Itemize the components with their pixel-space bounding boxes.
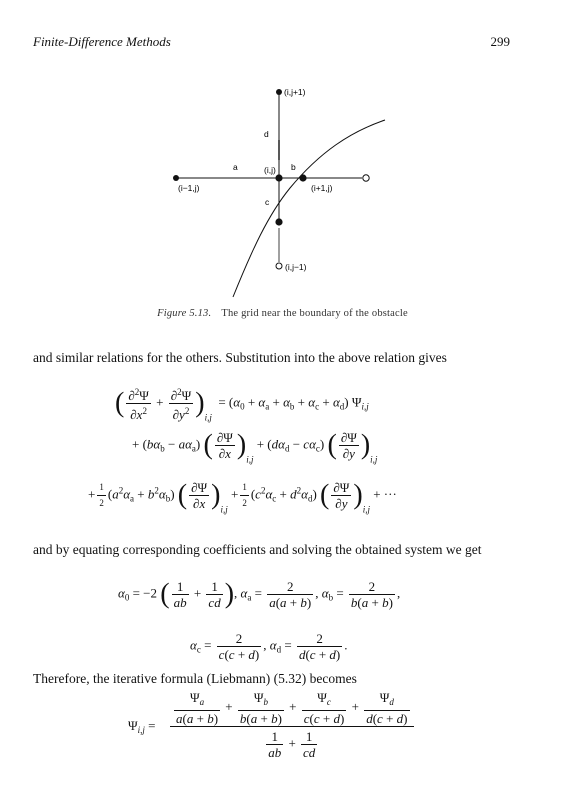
figure-caption: [0, 308, 565, 319]
node-boundary-lower: [275, 218, 282, 225]
label-a: a: [233, 162, 238, 172]
label-c: c: [265, 197, 270, 207]
page-number: 299: [490, 34, 510, 49]
label-d: d: [264, 129, 269, 139]
label-b: b: [291, 162, 296, 172]
figure-caption-text: The grid near the boundary of the obstacle: [221, 308, 408, 319]
paragraph-coefficients: and by equating corresponding coefficients and solving the obtained system we get: [33, 542, 482, 557]
paragraph-liebmann: Therefore, the iterative formula (Liebmann) (5.32) becomes: [33, 671, 357, 686]
node-center: [275, 174, 282, 181]
label-right-node: (i+1,j): [311, 183, 333, 193]
node-boundary-right: [299, 174, 306, 181]
grid-figure: [0, 0, 565, 330]
running-header-title: Finite-Difference Methods: [33, 34, 171, 49]
label-top-node: (i,j+1): [284, 87, 306, 97]
label-bottom-node: (i,j−1): [285, 262, 307, 272]
paragraph-substitution: and similar relations for the others. Substitution into the above relation gives: [33, 350, 447, 365]
node-top: [276, 89, 282, 95]
label-center-node: (i,j): [264, 165, 276, 175]
node-right-open: [363, 175, 369, 181]
label-left-node: (i−1,j): [178, 183, 200, 193]
node-bottom-open: [276, 263, 282, 269]
obstacle-boundary-curve: [233, 120, 385, 297]
node-left: [173, 175, 179, 181]
figure-number: Figure 5.13.: [157, 308, 212, 319]
